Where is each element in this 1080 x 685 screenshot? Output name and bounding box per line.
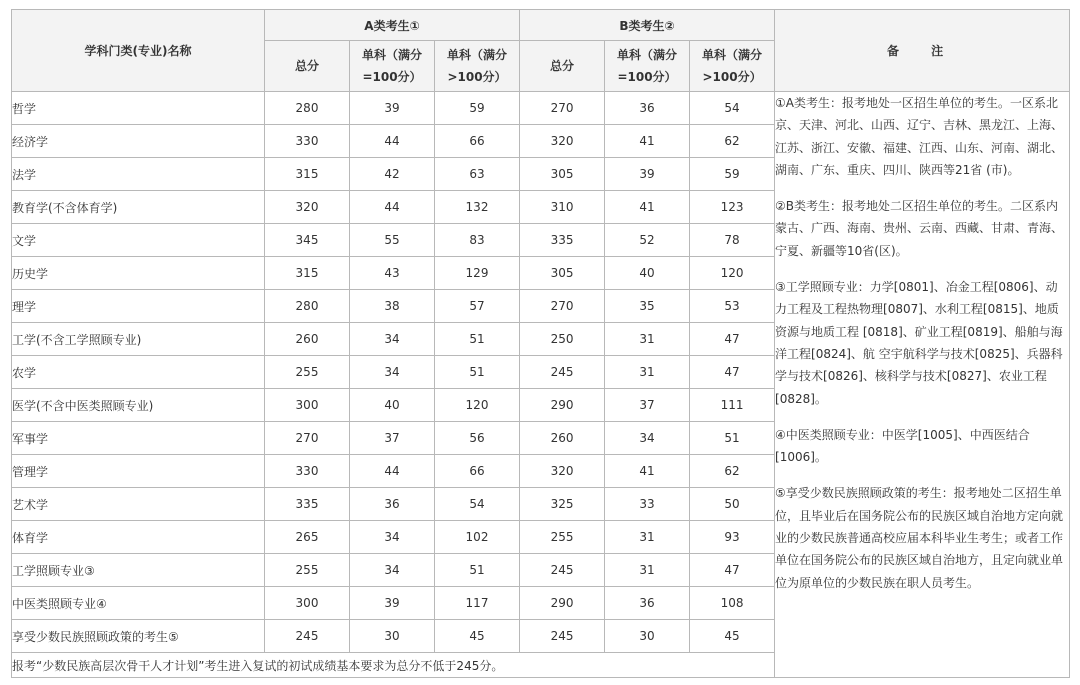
score-cell-b-total: 290 (520, 389, 605, 422)
score-cell-b-total: 310 (520, 191, 605, 224)
score-cell-a-total: 315 (265, 158, 350, 191)
score-cell-a-s2: 132 (435, 191, 520, 224)
footer-note: 报考“少数民族高层次骨干人才计划”考生进入复试的初试成绩基本要求为总分不低于245分。 (12, 653, 775, 678)
score-cell-a-s2: 54 (435, 488, 520, 521)
score-cell-b-s2: 47 (690, 554, 775, 587)
score-cell-b-s2: 51 (690, 422, 775, 455)
score-cell-b-total: 320 (520, 125, 605, 158)
subject-name-cell: 体育学 (12, 521, 265, 554)
score-cell-a-total: 345 (265, 224, 350, 257)
score-cell-b-s2: 78 (690, 224, 775, 257)
score-cell-a-total: 300 (265, 389, 350, 422)
b-total-header: 总分 (520, 41, 605, 92)
score-cell-a-s2: 51 (435, 323, 520, 356)
score-cell-a-s2: 102 (435, 521, 520, 554)
remark-note: ②B类考生：报考地处二区招生单位的考生。二区系内蒙古、广西、海南、贵州、云南、西藏、甘肃、青海、宁夏、新疆等10省(区)。 (775, 199, 1064, 258)
score-cell-b-s1: 39 (605, 158, 690, 191)
score-cell-b-s1: 30 (605, 620, 690, 653)
score-cell-b-total: 260 (520, 422, 605, 455)
score-cell-a-s2: 51 (435, 356, 520, 389)
score-cell-b-s2: 47 (690, 323, 775, 356)
score-cell-b-s1: 31 (605, 323, 690, 356)
score-cell-b-s2: 62 (690, 455, 775, 488)
score-cell-a-s1: 34 (350, 521, 435, 554)
remark-note: ⑤享受少数民族照顾政策的考生：报考地处二区招生单位，且毕业后在国务院公布的民族区域自治地方定向就业的少数民族普通高校应届本科毕业生考生；或者工作单位在国务院公布的民族区域自治地方，且定向就业单位为原单位的少数民族在职人员考生。 (775, 486, 1064, 590)
score-cell-b-total: 270 (520, 92, 605, 125)
score-cell-b-s2: 59 (690, 158, 775, 191)
score-cell-a-s1: 39 (350, 587, 435, 620)
group-b-header: B类考生② (520, 10, 775, 41)
subject-name-cell: 享受少数民族照顾政策的考生⑤ (12, 620, 265, 653)
score-cell-b-s1: 36 (605, 587, 690, 620)
score-cell-a-total: 270 (265, 422, 350, 455)
score-cell-a-s2: 59 (435, 92, 520, 125)
a-single-over-100-header: 单科（满分>100分） (435, 41, 520, 92)
subject-name-cell: 经济学 (12, 125, 265, 158)
score-cell-a-total: 335 (265, 488, 350, 521)
score-cell-a-s1: 34 (350, 554, 435, 587)
score-cell-a-s1: 44 (350, 191, 435, 224)
score-cell-a-total: 280 (265, 290, 350, 323)
subject-name-cell: 农学 (12, 356, 265, 389)
remark-note: ④中医类照顾专业：中医学[1005]、中西医结合[1006]。 (775, 427, 1030, 465)
score-cell-b-s1: 37 (605, 389, 690, 422)
score-cell-b-s1: 31 (605, 521, 690, 554)
remark-note: ①A类考生：报考地处一区招生单位的考生。一区系北京、天津、河北、山西、辽宁、吉林、黑龙江、上海、江苏、浙江、安徽、福建、江西、山东、河南、湖北、湖南、广东、重庆、四川、陕西等21省 (市)。 (775, 96, 1064, 177)
score-cell-a-s1: 37 (350, 422, 435, 455)
score-cell-b-s1: 31 (605, 554, 690, 587)
score-cell-a-s2: 63 (435, 158, 520, 191)
subject-name-cell: 理学 (12, 290, 265, 323)
score-cell-b-s2: 62 (690, 125, 775, 158)
score-table (11, 9, 1070, 678)
score-cell-b-s2: 50 (690, 488, 775, 521)
table-row (12, 92, 1070, 125)
score-cell-a-s2: 45 (435, 620, 520, 653)
remarks-cell (775, 92, 1070, 678)
score-cell-b-total: 270 (520, 290, 605, 323)
score-cell-a-s1: 40 (350, 389, 435, 422)
score-cell-a-total: 315 (265, 257, 350, 290)
score-cell-b-s2: 111 (690, 389, 775, 422)
score-cell-a-s1: 39 (350, 92, 435, 125)
score-cell-b-s1: 35 (605, 290, 690, 323)
score-cell-b-total: 245 (520, 356, 605, 389)
score-cell-a-s2: 51 (435, 554, 520, 587)
score-cell-a-s1: 42 (350, 158, 435, 191)
score-cell-a-total: 280 (265, 92, 350, 125)
subject-name-cell: 历史学 (12, 257, 265, 290)
score-cell-b-s1: 41 (605, 191, 690, 224)
subject-name-cell: 军事学 (12, 422, 265, 455)
score-cell-b-s2: 93 (690, 521, 775, 554)
a-single-100-header: 单科（满分=100分） (350, 41, 435, 92)
b-single-over-100-header: 单科（满分>100分） (690, 41, 775, 92)
score-cell-a-s2: 57 (435, 290, 520, 323)
score-cell-b-total: 245 (520, 554, 605, 587)
score-cell-a-total: 320 (265, 191, 350, 224)
score-cell-b-total: 335 (520, 224, 605, 257)
score-cell-a-total: 330 (265, 455, 350, 488)
subject-name-cell: 艺术学 (12, 488, 265, 521)
score-cell-a-total: 255 (265, 554, 350, 587)
score-cell-b-s2: 54 (690, 92, 775, 125)
score-cell-b-s2: 45 (690, 620, 775, 653)
score-table-container (11, 9, 1069, 678)
score-cell-a-s1: 44 (350, 125, 435, 158)
score-cell-b-s2: 53 (690, 290, 775, 323)
subject-name-cell: 文学 (12, 224, 265, 257)
score-cell-a-s1: 43 (350, 257, 435, 290)
score-cell-a-total: 255 (265, 356, 350, 389)
score-cell-b-s2: 47 (690, 356, 775, 389)
score-cell-b-s1: 34 (605, 422, 690, 455)
score-cell-b-total: 305 (520, 257, 605, 290)
score-cell-a-total: 260 (265, 323, 350, 356)
score-cell-a-total: 330 (265, 125, 350, 158)
score-cell-a-s2: 56 (435, 422, 520, 455)
score-cell-b-total: 320 (520, 455, 605, 488)
score-cell-a-s1: 38 (350, 290, 435, 323)
subject-name-cell: 工学(不含工学照顾专业) (12, 323, 265, 356)
a-total-header: 总分 (265, 41, 350, 92)
group-a-header: A类考生① (265, 10, 520, 41)
score-cell-a-total: 300 (265, 587, 350, 620)
score-cell-b-s1: 33 (605, 488, 690, 521)
score-cell-b-total: 305 (520, 158, 605, 191)
score-cell-a-s1: 34 (350, 323, 435, 356)
score-cell-b-s2: 120 (690, 257, 775, 290)
score-cell-a-s2: 117 (435, 587, 520, 620)
score-cell-b-s2: 123 (690, 191, 775, 224)
subject-name-cell: 管理学 (12, 455, 265, 488)
remarks-header: 备 注 (775, 10, 1070, 92)
subject-name-cell: 工学照顾专业③ (12, 554, 265, 587)
score-cell-b-s1: 41 (605, 125, 690, 158)
subject-name-cell: 哲学 (12, 92, 265, 125)
subject-name-cell: 法学 (12, 158, 265, 191)
score-cell-a-s2: 120 (435, 389, 520, 422)
score-cell-b-s1: 31 (605, 356, 690, 389)
score-cell-b-s2: 108 (690, 587, 775, 620)
score-cell-b-total: 250 (520, 323, 605, 356)
score-cell-b-total: 325 (520, 488, 605, 521)
score-cell-b-total: 290 (520, 587, 605, 620)
score-cell-a-s1: 44 (350, 455, 435, 488)
score-cell-b-s1: 52 (605, 224, 690, 257)
score-cell-b-total: 245 (520, 620, 605, 653)
score-cell-a-s2: 83 (435, 224, 520, 257)
score-cell-a-s2: 129 (435, 257, 520, 290)
score-cell-a-s1: 30 (350, 620, 435, 653)
score-cell-a-s1: 36 (350, 488, 435, 521)
remark-note: ③工学照顾专业：力学[0801]、冶金工程[0806]、动力工程及工程热物理[0807]、水利工程[0815]、地质资源与地质工程 [0818]、矿业工程[0819]、船舶与海洋工程[0824]、航 空宇航科学与技术[0825]、兵器科学与技术[0826]、核科学与技术[0827]、农业工程[0828]。 (775, 280, 1063, 406)
score-cell-a-s2: 66 (435, 125, 520, 158)
subject-name-cell: 中医类照顾专业④ (12, 587, 265, 620)
score-cell-a-total: 245 (265, 620, 350, 653)
score-cell-a-s1: 34 (350, 356, 435, 389)
score-table-body (12, 92, 1070, 678)
score-cell-b-s1: 40 (605, 257, 690, 290)
score-cell-a-s2: 66 (435, 455, 520, 488)
score-cell-b-s1: 41 (605, 455, 690, 488)
score-cell-b-total: 255 (520, 521, 605, 554)
subject-name-header: 学科门类(专业)名称 (12, 10, 265, 92)
score-cell-a-total: 265 (265, 521, 350, 554)
subject-name-cell: 医学(不含中医类照顾专业) (12, 389, 265, 422)
b-single-100-header: 单科（满分=100分） (605, 41, 690, 92)
subject-name-cell: 教育学(不含体育学) (12, 191, 265, 224)
score-cell-b-s1: 36 (605, 92, 690, 125)
score-cell-a-s1: 55 (350, 224, 435, 257)
